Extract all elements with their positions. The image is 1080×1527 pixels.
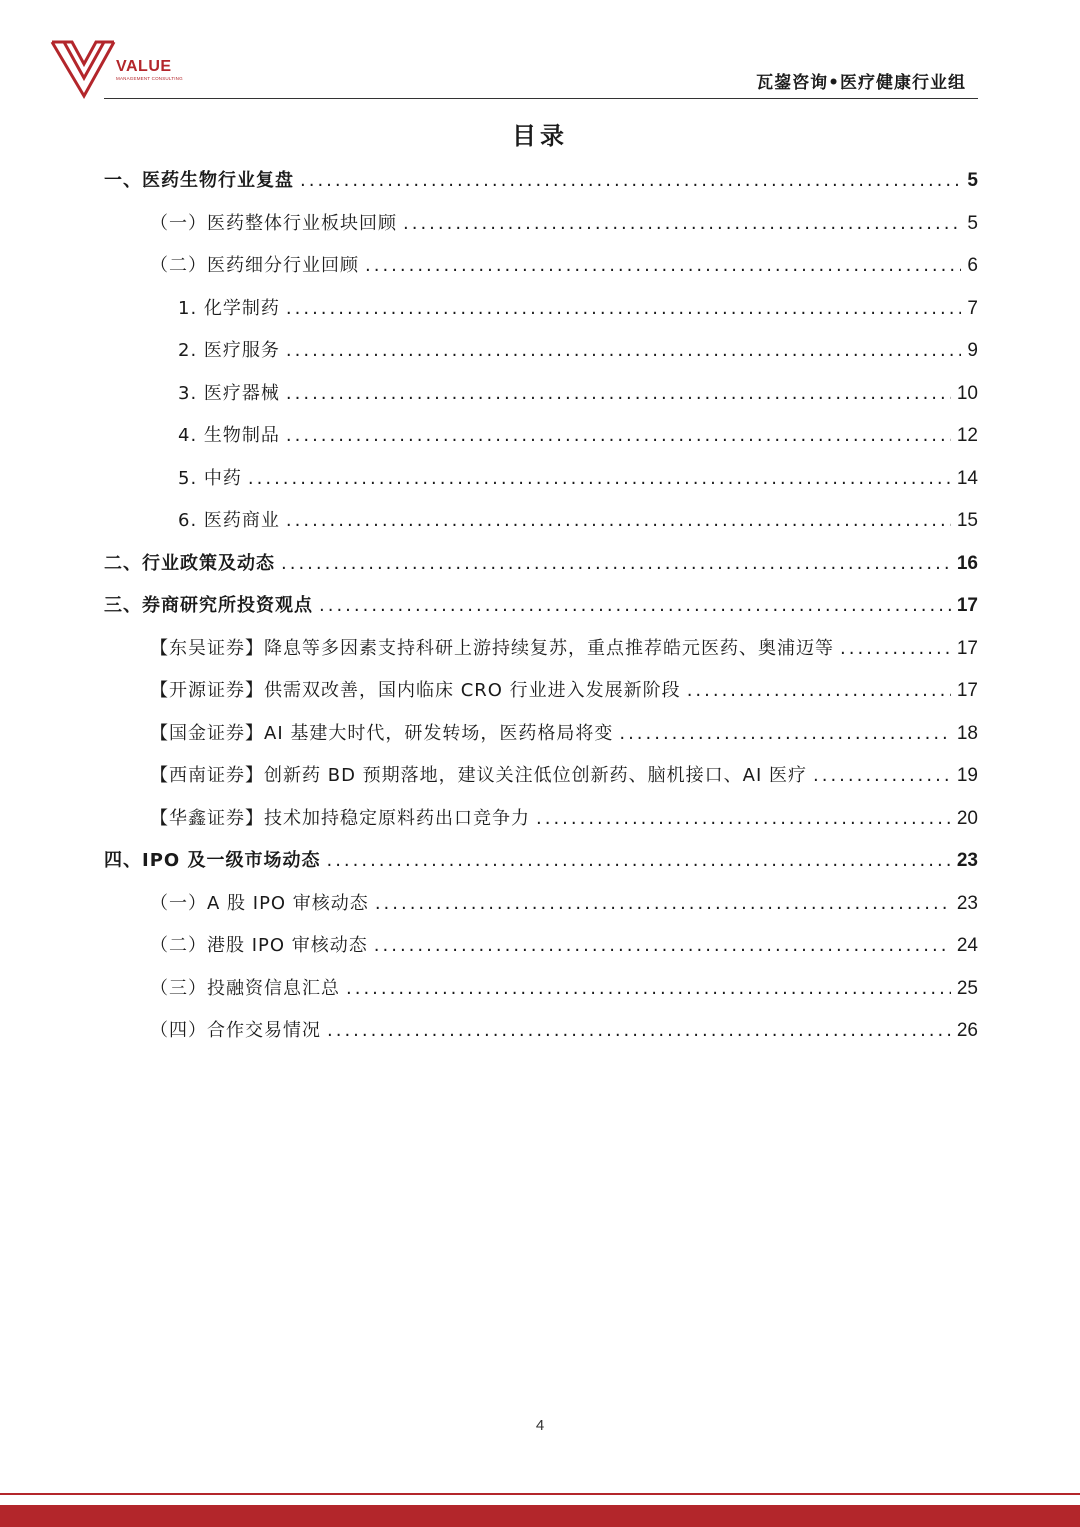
toc-leader-dots <box>286 373 951 416</box>
toc-leader-dots <box>326 840 950 883</box>
toc-entry-title: 2. 医疗服务 <box>178 340 280 361</box>
toc-leader-dots <box>286 288 962 331</box>
toc-entry-page: 20 <box>956 807 978 829</box>
toc-entry-page: 17 <box>956 680 978 701</box>
toc-leader-dots <box>619 713 951 756</box>
toc-entry-page: 19 <box>956 765 978 786</box>
toc-leader-dots <box>365 245 961 288</box>
toc-entry-page: 10 <box>956 382 978 404</box>
toc-entry-title: 【华鑫证券】技术加持稳定原料药出口竞争力 <box>150 807 530 829</box>
toc-entry-page: 26 <box>956 1020 978 1041</box>
toc-entry-title: 三、券商研究所投资观点 <box>104 595 313 616</box>
toc-leader-dots <box>375 883 951 926</box>
toc-entry[interactable] <box>104 373 978 416</box>
header-org-name: 瓦鋆咨询•医疗健康行业组 <box>756 73 966 93</box>
toc-entry-page: 24 <box>956 935 978 956</box>
toc-title: 目录 <box>512 122 568 150</box>
toc-entry[interactable] <box>104 415 978 458</box>
toc-entry-title: 【西南证券】创新药 BD 预期落地，建议关注低位创新药、脑机接口、AI 医疗 <box>150 765 807 786</box>
toc-entry[interactable] <box>104 925 978 968</box>
toc-entry-title: 1. 化学制药 <box>178 297 280 319</box>
header-divider <box>104 98 978 99</box>
toc-entry-page: 16 <box>956 552 978 574</box>
toc-entry[interactable] <box>104 883 978 926</box>
value-logo-mark-icon <box>50 38 116 100</box>
toc-entry[interactable] <box>104 585 978 628</box>
toc-entry[interactable] <box>104 798 978 841</box>
toc-leader-dots <box>403 203 961 246</box>
toc-entry[interactable] <box>104 968 978 1011</box>
toc-leader-dots <box>281 543 951 586</box>
toc-entry-page: 12 <box>956 425 978 446</box>
toc-entry[interactable] <box>104 1010 978 1053</box>
toc-entry-title: （二）医药细分行业回顾 <box>150 255 359 276</box>
toc-entry-page: 14 <box>956 467 978 489</box>
toc-entry-title: 4. 生物制品 <box>178 425 280 446</box>
toc-leader-dots <box>300 160 961 203</box>
toc-entry-page: 18 <box>956 722 978 744</box>
toc-entry-page: 6 <box>967 255 978 276</box>
toc-entry-title: （四）合作交易情况 <box>150 1020 321 1041</box>
toc-entry-title: （一）A 股 IPO 审核动态 <box>150 892 369 914</box>
toc-entry-page: 23 <box>956 850 978 871</box>
toc-entry[interactable] <box>104 203 978 246</box>
toc-entry-page: 7 <box>967 297 978 319</box>
toc-leader-dots <box>248 458 951 501</box>
logo <box>50 38 190 100</box>
toc-entry-title: （一）医药整体行业板块回顾 <box>150 212 397 234</box>
toc-entry[interactable] <box>104 713 978 756</box>
toc-entry-title: 6. 医药商业 <box>178 510 280 531</box>
toc-entry-page: 25 <box>956 977 978 999</box>
toc-entry-title: 5. 中药 <box>178 467 242 489</box>
toc-entry-page: 17 <box>956 595 978 616</box>
toc-entry[interactable] <box>104 458 978 501</box>
toc-leader-dots <box>319 585 951 628</box>
toc-entry[interactable] <box>104 245 978 288</box>
toc-entry-page: 23 <box>956 892 978 914</box>
toc-entry-title: 3. 医疗器械 <box>178 382 280 404</box>
toc-entry[interactable] <box>104 543 978 586</box>
toc-entry-page: 15 <box>956 510 978 531</box>
toc-entry-title: 二、行业政策及动态 <box>104 552 275 574</box>
table-of-contents <box>104 160 978 1053</box>
logo-subtitle: MANAGEMENT CONSULTING <box>116 76 183 81</box>
toc-entry-page: 5 <box>967 212 978 234</box>
page-number: 4 <box>535 1417 545 1434</box>
toc-entry[interactable] <box>104 288 978 331</box>
toc-entry[interactable] <box>104 670 978 713</box>
toc-entry-title: 【国金证券】AI 基建大时代，研发转场，医药格局将变 <box>150 722 614 744</box>
toc-leader-dots <box>840 628 951 671</box>
toc-entry-title: 四、IPO 及一级市场动态 <box>104 850 321 871</box>
toc-leader-dots <box>286 500 951 543</box>
toc-entry-page: 17 <box>956 637 978 659</box>
toc-leader-dots <box>286 330 962 373</box>
toc-entry[interactable] <box>104 755 978 798</box>
toc-leader-dots <box>536 798 951 841</box>
toc-entry[interactable] <box>104 840 978 883</box>
toc-leader-dots <box>346 968 951 1011</box>
footer-bar <box>0 1505 1080 1527</box>
toc-entry[interactable] <box>104 160 978 203</box>
toc-entry[interactable] <box>104 330 978 373</box>
toc-entry[interactable] <box>104 628 978 671</box>
toc-entry-page: 5 <box>967 170 978 191</box>
toc-entry-title: （二）港股 IPO 审核动态 <box>150 935 368 956</box>
logo-word: VALUE <box>116 58 172 75</box>
toc-entry-title: 【开源证券】供需双改善，国内临床 CRO 行业进入发展新阶段 <box>150 680 681 701</box>
toc-leader-dots <box>813 755 951 798</box>
toc-leader-dots <box>374 925 951 968</box>
toc-entry-title: 一、医药生物行业复盘 <box>104 170 294 191</box>
toc-entry-title: 【东吴证券】降息等多因素支持科研上游持续复苏，重点推荐皓元医药、奥浦迈等 <box>150 637 834 659</box>
toc-leader-dots <box>286 415 951 458</box>
toc-entry-page: 9 <box>967 340 978 361</box>
toc-entry-title: （三）投融资信息汇总 <box>150 977 340 999</box>
toc-leader-dots <box>687 670 951 713</box>
footer-divider <box>0 1493 1080 1495</box>
toc-leader-dots <box>327 1010 951 1053</box>
toc-entry[interactable] <box>104 500 978 543</box>
